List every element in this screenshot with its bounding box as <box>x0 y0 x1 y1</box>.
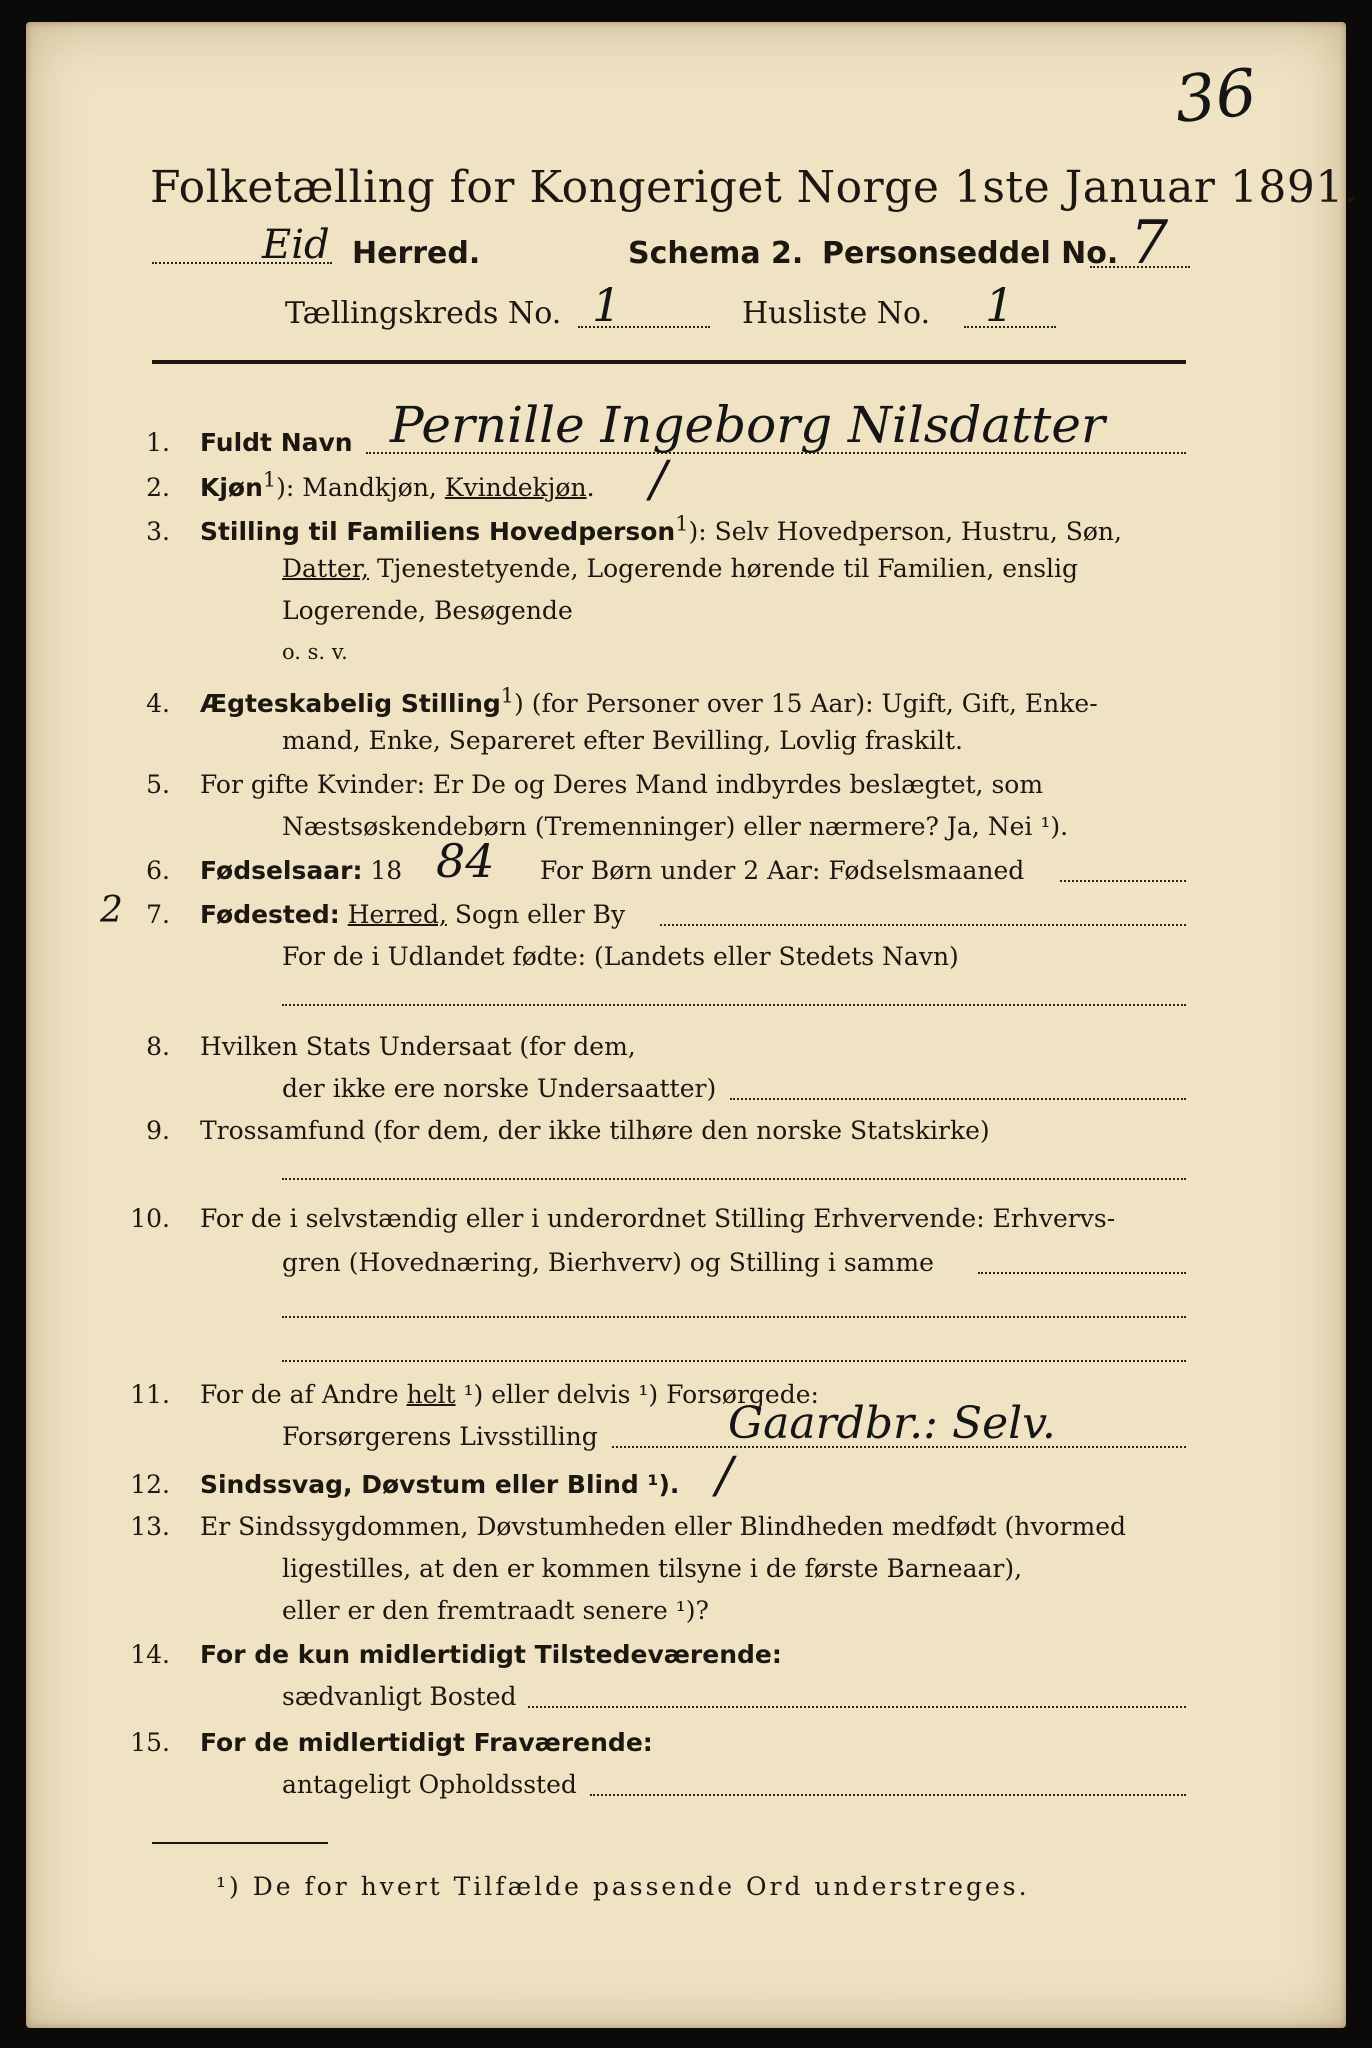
q15-row <box>110 1728 653 1757</box>
q6-number: 6. <box>146 856 170 885</box>
q3-line1: ): Selv Hovedperson, Hustru, Søn, <box>688 517 1122 547</box>
q7-row <box>110 900 625 929</box>
husliste-label: Husliste No. <box>742 296 931 331</box>
q14-dotted-line <box>528 1706 1186 1708</box>
q11-text: For de af Andre <box>199 1380 407 1409</box>
q15-line2: antageligt Opholdssted <box>282 1770 577 1799</box>
q10-line2: gren (Hovednæring, Bierhverv) og Stilling i samme <box>282 1248 934 1277</box>
q9-line1: Trossamfund (for dem, der ikke tilhøre den norske Statskirke) <box>199 1116 990 1145</box>
q5-line2: Næstsøskendebørn (Tremenninger) eller nærmere? Ja, Nei ¹). <box>282 812 1069 841</box>
kreds-dotted-line <box>578 326 710 328</box>
q7-line2-dotted <box>282 1004 1186 1006</box>
q6-row <box>110 856 402 885</box>
q10-row <box>110 1204 1115 1233</box>
q12-number: 12. <box>130 1470 170 1499</box>
q7-rest: Sogn eller By <box>446 900 626 929</box>
q13-row <box>110 1512 1126 1541</box>
kreds-label: Tællingskreds No. <box>285 296 562 331</box>
q11-text-end: ¹) eller delvis ¹) Forsørgede: <box>455 1380 819 1409</box>
q7-dotted-line <box>660 924 1186 926</box>
q2-text-end: . <box>586 473 595 503</box>
q2-label: Kjøn <box>199 473 263 503</box>
q1-full-name: Pernille Ingeborg Nilsdatter <box>390 396 1105 454</box>
q2-sup: 1 <box>262 468 277 492</box>
q3-underlined-datter: Datter, <box>282 554 369 583</box>
q5-line1: For gifte Kvinder: Er De og Deres Mand indbyrdes beslægtet, som <box>199 770 1044 799</box>
q5-row <box>110 770 1043 799</box>
q2-underlined-kvindekjon: Kvindekjøn <box>444 473 587 503</box>
q7-label: Fødested: <box>199 900 340 929</box>
q13-line3: eller er den fremtraadt senere ¹)? <box>282 1596 709 1625</box>
q4-row: 4. Ægteskabelig Stilling$^1$) (for Personer over 15 Aar): Ugift, Gift, Enke- <box>110 684 1098 718</box>
q2-text: ): Mandkjøn, <box>276 473 445 503</box>
q14-number: 14. <box>130 1640 170 1669</box>
kreds-value: 1 <box>592 278 622 332</box>
q10-dotted-line2 <box>282 1316 1186 1318</box>
q10-dotted-line3 <box>282 1360 1186 1362</box>
q7-underlined-herred: Herred, <box>347 900 447 929</box>
q1-row <box>110 428 353 457</box>
q6-label: Fødselsaar: <box>199 856 363 885</box>
q11-livsstilling-value: Gaardbr.: Selv. <box>728 1398 1056 1449</box>
q3-row: 3. Stilling til Familiens Hovedperson$^1$): Selv Hovedperson, Hustru, Søn, <box>110 512 1122 546</box>
schema-label: Schema 2. <box>628 236 804 271</box>
footnote: ¹) De for hvert Tilfælde passende Ord understreges. <box>216 1872 1030 1901</box>
q11-underlined-helt: helt <box>406 1380 456 1409</box>
q10-line1: For de i selvstændig eller i underordnet Stilling Erhvervende: Erhvervs- <box>199 1204 1116 1233</box>
q2-check-mark: / <box>650 450 667 508</box>
q8-number: 8. <box>146 1032 170 1061</box>
q9-number: 9. <box>146 1116 170 1145</box>
q9-dotted-line <box>282 1178 1186 1180</box>
q4-label: Ægteskabelig Stilling <box>199 689 501 719</box>
q7-margin-mark: 2 <box>100 890 123 931</box>
q4-number: 4. <box>146 689 170 719</box>
q7-line2: For de i Udlandet fødte: (Landets eller Stedets Navn) <box>282 942 959 971</box>
q8-line1: Hvilken Stats Undersaat (for dem, <box>199 1032 636 1061</box>
q11-line2: Forsørgerens Livsstilling <box>282 1422 598 1451</box>
footnote-rule <box>152 1842 328 1844</box>
husliste-value: 1 <box>985 278 1015 332</box>
q3-line4: o. s. v. <box>282 640 348 664</box>
q8-row <box>110 1032 636 1061</box>
q9-row <box>110 1116 990 1145</box>
q2-number: 2. <box>146 473 170 503</box>
personseddel-label: Personseddel No. <box>822 236 1119 271</box>
q14-line1: For de kun midlertidigt Tilstedeværende: <box>199 1640 782 1669</box>
q2-row <box>110 468 595 502</box>
q3-line2 <box>282 554 1078 583</box>
q12-line1: Sindssvag, Døvstum eller Blind ¹). <box>199 1470 680 1499</box>
header-rule <box>152 360 1186 364</box>
personseddel-value: 7 <box>1130 208 1169 278</box>
herred-value: Eid <box>262 222 330 268</box>
q3-line2-text: Tjenestetyende, Logerende hørende til Familien, enslig <box>369 554 1079 583</box>
q3-label: Stilling til Familiens Hovedperson <box>199 517 676 547</box>
q8-line2: der ikke ere norske Undersaatter) <box>282 1074 717 1103</box>
q13-number: 13. <box>130 1512 170 1541</box>
q6-prefix: 18 <box>370 856 403 885</box>
q11-row <box>110 1380 819 1409</box>
q7-number: 7. <box>146 900 170 929</box>
q13-line1: Er Sindssygdommen, Døvstumheden eller Blindheden medfødt (hvormed <box>199 1512 1126 1541</box>
page-number: 36 <box>1171 55 1261 139</box>
q15-line1: For de midlertidigt Fraværende: <box>199 1728 653 1757</box>
q3-line3: Logerende, Besøgende <box>282 596 573 625</box>
q12-row <box>110 1470 679 1499</box>
q12-check-mark: / <box>716 1446 733 1504</box>
q15-number: 15. <box>130 1728 170 1757</box>
q10-dotted-line <box>978 1272 1186 1274</box>
q6-rest: For Børn under 2 Aar: Fødselsmaaned <box>540 856 1025 885</box>
q1-number: 1. <box>146 428 170 457</box>
q5-number: 5. <box>146 770 170 799</box>
form-title: Folketælling for Kongeriget Norge 1ste Januar 1891. <box>150 162 1359 213</box>
q4-line2: mand, Enke, Separeret efter Bevilling, Lovlig fraskilt. <box>282 726 963 755</box>
q4-line1: ) (for Personer over 15 Aar): Ugift, Gift, Enke- <box>514 689 1098 719</box>
q15-dotted-line <box>590 1794 1186 1796</box>
q8-dotted-line <box>730 1098 1186 1100</box>
q14-line2: sædvanligt Bosted <box>282 1682 517 1711</box>
q6-birth-year: 84 <box>436 834 495 888</box>
q3-number: 3. <box>146 517 170 547</box>
q6-dotted-line <box>1060 880 1186 882</box>
q13-line2: ligestilles, at den er kommen tilsyne i de første Barneaar), <box>282 1554 1023 1583</box>
q1-label: Fuldt Navn <box>199 428 353 457</box>
q11-number: 11. <box>130 1380 170 1409</box>
q10-number: 10. <box>130 1204 170 1233</box>
q14-row <box>110 1640 782 1669</box>
husliste-dotted-line <box>964 326 1056 328</box>
herred-label: Herred. <box>352 236 481 271</box>
